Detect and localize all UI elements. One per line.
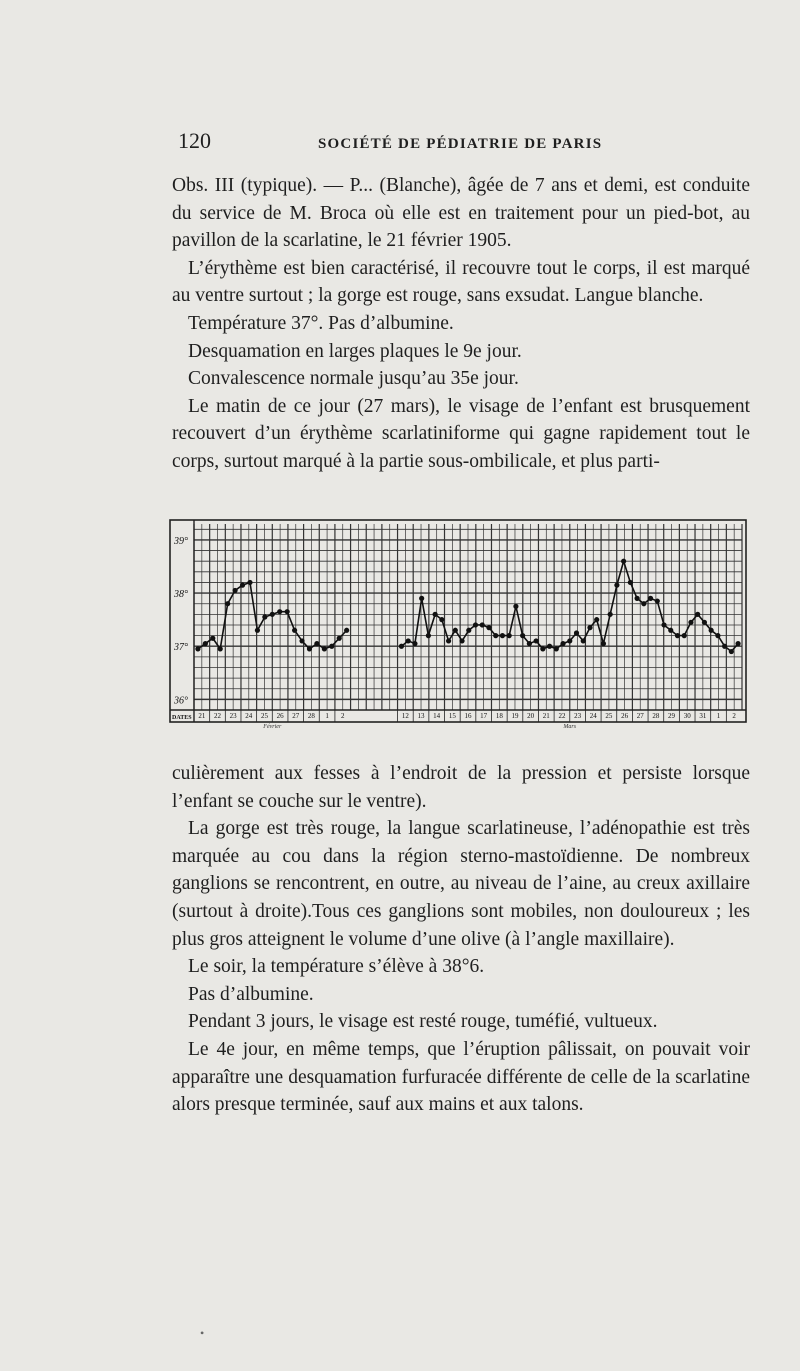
temperature-point	[262, 614, 267, 619]
paragraph: Le 4e jour, en même temps, que l’éruption pâlissait, on pouvait voir apparaître une desquamation furfuracée différente de celle de la scarlatine alors presque terminée, sauf aux mains et aux talons.	[172, 1038, 750, 1116]
temperature-point	[675, 633, 680, 638]
temperature-point	[307, 646, 312, 651]
date-tick-label: 18	[495, 712, 503, 720]
paragraph: L’érythème est bien caractérisé, il recouvre tout le corps, il est marqué au ventre surtout ; la gorge est rouge, sans exsudat. Langue blanche.	[172, 257, 750, 307]
temperature-point	[203, 641, 208, 646]
temperature-point	[554, 646, 559, 651]
temperature-point	[453, 628, 458, 633]
paragraph: Obs. III (typique). — P... (Blanche), âgée de 7 ans et demi, est conduite du service de M. Broca où elle est en traitement pour un pied-bot, au pavillon de la scarlatine, le 21 février 1905.	[172, 175, 750, 252]
temperature-point	[247, 580, 252, 585]
temperature-point	[277, 609, 282, 614]
temperature-point	[240, 583, 245, 588]
y-tick-label: 39°	[174, 535, 188, 547]
date-tick-label: 15	[448, 712, 456, 720]
date-tick-label: 22	[558, 712, 566, 720]
temperature-point	[581, 638, 586, 643]
paragraph: Pas d’albumine.	[188, 983, 314, 1005]
date-tick-label: 16	[464, 712, 472, 720]
y-tick-label: 37°	[174, 642, 188, 654]
page-number: 120	[178, 128, 211, 153]
date-tick-label: 2	[340, 712, 345, 720]
temperature-point	[527, 641, 532, 646]
temperature-point	[406, 638, 411, 643]
date-tick-label: 28	[307, 712, 315, 720]
temperature-point	[655, 598, 660, 603]
temperature-point	[668, 628, 673, 633]
temperature-point	[621, 559, 626, 564]
temperature-point	[426, 633, 431, 638]
temperature-point	[299, 638, 304, 643]
dates-label: DATES	[172, 715, 192, 721]
temperature-point	[594, 617, 599, 622]
date-tick-label: 24	[245, 712, 253, 720]
temperature-point	[729, 649, 734, 654]
date-tick-label: 29	[668, 712, 676, 720]
date-tick-label: 27	[636, 712, 644, 720]
temperature-point	[210, 636, 215, 641]
temperature-point	[412, 641, 417, 646]
temperature-chart	[168, 518, 748, 745]
temperature-point	[480, 622, 485, 627]
date-tick-label: 25	[260, 712, 268, 720]
date-tick-label: 25	[605, 712, 613, 720]
date-tick-label: 21	[542, 712, 550, 720]
temperature-point	[601, 641, 606, 646]
temperature-point	[702, 620, 707, 625]
temperature-point	[540, 646, 545, 651]
temperature-point	[628, 580, 633, 585]
date-tick-label: 26	[621, 712, 629, 720]
date-tick-label: 31	[699, 712, 707, 720]
temperature-point	[648, 596, 653, 601]
temperature-point	[292, 628, 297, 633]
date-tick-label: 2	[732, 712, 736, 720]
temperature-point	[314, 641, 319, 646]
date-tick-label: 1	[716, 712, 721, 720]
date-tick-label: 20	[527, 712, 535, 720]
date-tick-label: 21	[198, 712, 206, 720]
date-tick-label: 17	[480, 712, 488, 720]
temperature-point	[547, 644, 552, 649]
date-tick-label: 23	[229, 712, 237, 720]
temperature-point	[473, 622, 478, 627]
paragraph: culièrement aux fesses à l’endroit de la pression et persiste lorsque l’enfant se couche sur le ventre).	[172, 763, 750, 812]
paragraph: Le matin de ce jour (27 mars), le visage de l’enfant est brusquement recouvert d’un érythème scarlatiniforme qui gagne rapidement tout le corps, surtout marqué à la partie sous-ombilicale, et plus parti-	[172, 395, 750, 472]
temperature-point	[682, 633, 687, 638]
temperature-point	[560, 641, 565, 646]
temperature-point	[270, 612, 275, 617]
temperature-point	[195, 646, 200, 651]
temperature-point	[722, 644, 727, 649]
temperature-point	[337, 636, 342, 641]
running-title: SOCIÉTÉ DE PÉDIATRIE DE PARIS	[318, 136, 603, 152]
temperature-point	[446, 638, 451, 643]
temperature-point	[399, 644, 404, 649]
temperature-point	[567, 638, 572, 643]
temperature-point	[735, 641, 740, 646]
temperature-point	[513, 604, 518, 609]
temperature-point	[466, 628, 471, 633]
date-tick-label: 24	[589, 712, 597, 720]
temperature-point	[661, 622, 666, 627]
date-tick-label: 14	[433, 712, 441, 720]
temperature-point	[500, 633, 505, 638]
month-label: Février	[263, 724, 282, 730]
temperature-point	[614, 583, 619, 588]
temperature-point	[507, 633, 512, 638]
speck: •	[200, 1326, 205, 1340]
date-tick-label: 19	[511, 712, 519, 720]
y-tick-label: 36°	[174, 695, 188, 707]
text-block-top	[172, 172, 750, 476]
date-tick-label: 13	[417, 712, 425, 720]
temperature-point	[329, 644, 334, 649]
temperature-point	[419, 596, 424, 601]
temperature-point	[709, 628, 714, 633]
temperature-point	[459, 638, 464, 643]
date-tick-label: 27	[292, 712, 300, 720]
date-tick-label: 12	[401, 712, 409, 720]
temperature-point	[715, 633, 720, 638]
temperature-point	[225, 601, 230, 606]
temperature-point	[520, 633, 525, 638]
date-tick-label: 1	[325, 712, 329, 720]
paragraph: Température 37°. Pas d’albumine.	[188, 312, 454, 334]
temperature-point	[285, 609, 290, 614]
temperature-point	[574, 630, 579, 635]
date-tick-label: 28	[652, 712, 660, 720]
temperature-point	[233, 588, 238, 593]
date-tick-label: 23	[574, 712, 582, 720]
temperature-point	[608, 612, 613, 617]
temperature-point	[695, 612, 700, 617]
paragraph: Convalescence normale jusqu’au 35e jour.	[188, 368, 519, 390]
temperature-point	[534, 638, 539, 643]
temperature-point	[688, 620, 693, 625]
temperature-point	[433, 612, 438, 617]
temperature-point	[439, 617, 444, 622]
temperature-point	[486, 625, 491, 630]
paragraph: Pendant 3 jours, le visage est resté rouge, tuméfié, vultueux.	[188, 1011, 658, 1033]
temperature-point	[344, 628, 349, 633]
temperature-point	[255, 628, 260, 633]
temperature-point	[493, 633, 498, 638]
temperature-point	[634, 596, 639, 601]
temperature-point	[587, 625, 592, 630]
temperature-point	[218, 646, 223, 651]
date-tick-label: 26	[276, 712, 284, 720]
date-tick-label: 30	[683, 712, 691, 720]
paragraph: Le soir, la température s’élève à 38°6.	[188, 956, 485, 978]
date-tick-label: 22	[213, 712, 221, 720]
temperature-point	[641, 601, 646, 606]
paragraph: Desquamation en larges plaques le 9e jour.	[188, 340, 522, 362]
month-label: Mars	[563, 724, 577, 730]
text-block-bottom	[172, 760, 750, 1119]
y-tick-label: 38°	[174, 589, 188, 601]
temperature-point	[322, 646, 327, 651]
temperature-chart-svg	[168, 518, 748, 740]
paragraph: La gorge est très rouge, la langue scarlatineuse, l’adénopathie est très marquée au cou dans la région sterno-mastoïdienne. De nombreux ganglions se rencontrent, en outre, au niveau de l’aine, au creux axillaire (surtout à droite).Tous ces ganglions sont mobiles, non douloureux ; les plus gros atteignent le volume d’une olive (à l’angle maxillaire).	[172, 818, 750, 950]
